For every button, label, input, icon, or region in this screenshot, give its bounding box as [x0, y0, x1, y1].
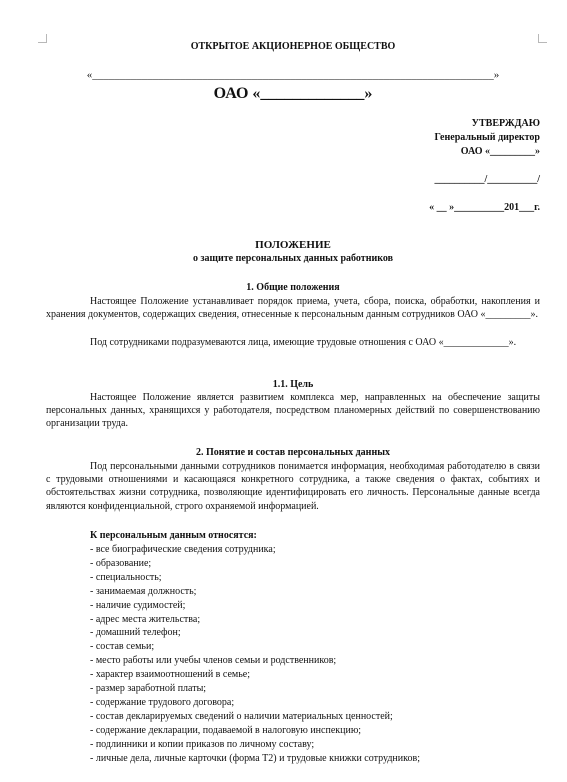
list-item: - характер взаимоотношений в семье;	[90, 669, 251, 681]
section2-heading: 2. Понятие и состав персональных данных	[195, 447, 391, 458]
list-item: - адрес места жительства;	[90, 613, 201, 625]
org-type: ОТКРЫТОЕ АКЦИОНЕРНОЕ ОБЩЕСТВО	[190, 41, 396, 52]
doc-title: ПОЛОЖЕНИЕ	[255, 239, 331, 251]
list-item: - размер заработной платы;	[90, 683, 207, 695]
list-item: - состав декларируемых сведений о наличии материальных ценностей;	[90, 710, 393, 722]
approval-company: ОАО «_________»	[460, 146, 540, 157]
list-item: - наличие судимостей;	[90, 599, 186, 611]
list-item: - подлинники и копии приказов по личному составу;	[90, 738, 315, 750]
list-item: - все биографические сведения сотрудника;	[90, 544, 276, 555]
oao-line: ОАО «_____________»	[213, 85, 373, 102]
director-position: Генеральный директор	[434, 132, 540, 143]
list-item: - личные дела, личные карточки (форма Т2) и трудовые книжки сотрудников;	[90, 752, 420, 764]
list-item: - занимаемая должность;	[90, 585, 197, 597]
section1-paragraph2: Под сотрудниками подразумеваются лица, имеющие трудовые отношения с ОАО «_____________».	[90, 337, 517, 348]
doc-subtitle: о защите персональных данных работников	[193, 253, 393, 264]
list-item: - место работы или учебы членов семьи и родственников;	[90, 655, 337, 667]
approve-label: УТВЕРЖДАЮ	[471, 118, 540, 129]
list-item: - специальность;	[90, 571, 162, 583]
list-item: - содержание декларации, подаваемой в налоговую инспекцию;	[90, 724, 362, 736]
list-item: - состав семьи;	[90, 641, 155, 653]
list-heading: К персональным данным относятся:	[90, 530, 257, 541]
list-item: - образование;	[90, 557, 152, 569]
list-item: - содержание трудового договора;	[90, 696, 235, 708]
section1-paragraph1: Настоящее Положение устанавливает порядок приема, учета, сбора, поиска, обработки, накопления и хранения документов, содержащих сведения, отнесенные к персональным данным сотрудников ОАО «_________».	[46, 296, 540, 321]
date-line: « __ »__________201___г.	[429, 202, 540, 213]
list-item: - домашний телефон;	[90, 627, 181, 639]
personal-data-list	[90, 543, 540, 766]
org-name-line: «_________________________________________________________________________»	[86, 69, 500, 81]
section1-1-paragraph: Настоящее Положение является развитием комплекса мер, направленных на обеспечение защиты персональных данных, хранящихся у работодателя, посредством планомерных действий по совершенствованию организации труда.	[46, 392, 540, 430]
section2-paragraph: Под персональными данными сотрудников понимается информация, необходимая работодателю в связи с трудовыми отношениями и касающаяся конкретного сотрудника, а также сведения о фактах, событиях и обстоятельствах жизни сотрудника, позволяющие идентифицировать его личность. Персональные данные всегда являются конфиденциальной, строго охраняемой информацией.	[46, 461, 540, 512]
signature-line: __________/__________/	[434, 174, 540, 185]
section1-1-heading: 1.1. Цель	[272, 379, 314, 390]
section1-heading: 1. Общие положения	[246, 282, 340, 293]
